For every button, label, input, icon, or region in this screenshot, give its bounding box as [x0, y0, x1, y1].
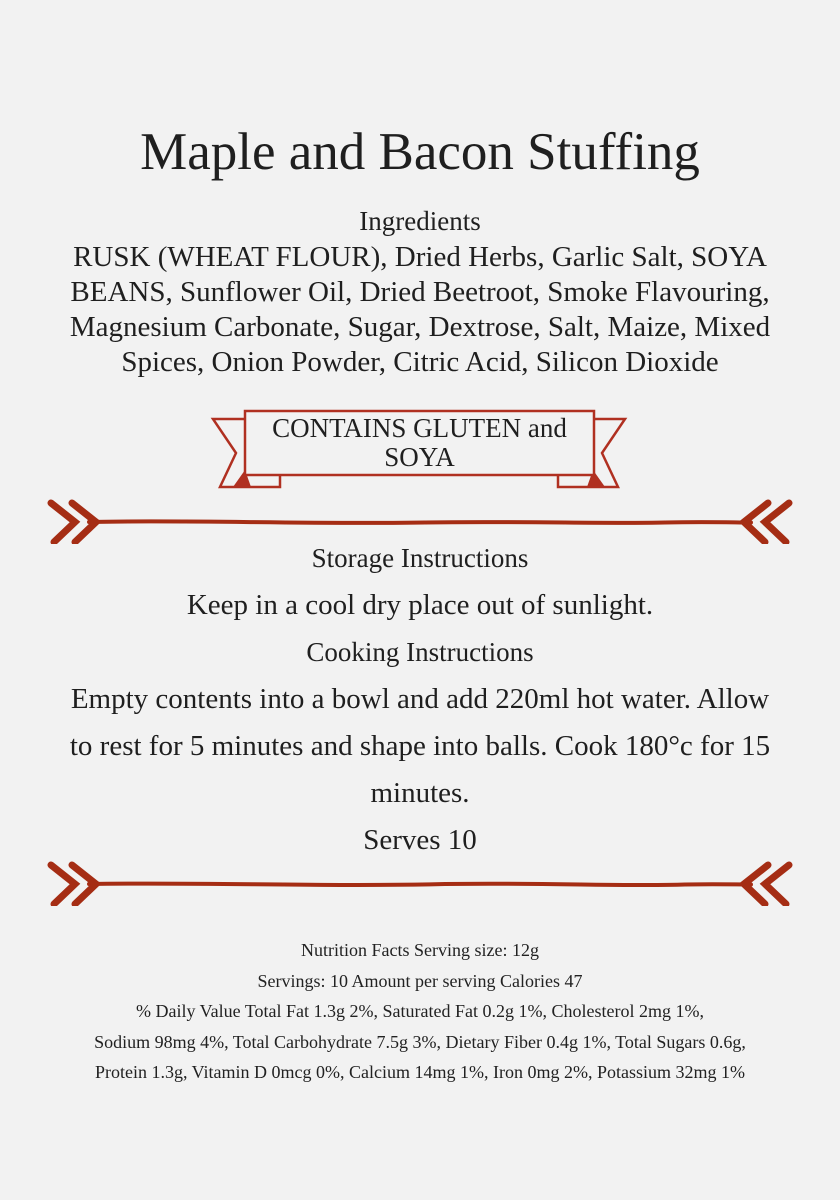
ingredients-line: Spices, Onion Powder, Citric Acid, Silicon Dioxide	[121, 346, 719, 378]
cooking-heading: Cooking Instructions	[306, 637, 534, 667]
divider-arrow-bottom	[45, 860, 795, 906]
nutrition-line: Protein 1.3g, Vitamin D 0mcg 0%, Calcium 14mg 1%, Iron 0mg 2%, Potassium 32mg 1%	[94, 1062, 746, 1082]
allergen-banner-text: CONTAINS GLUTEN and SOYA	[272, 413, 567, 472]
nutrition-line: Sodium 98mg 4%, Total Carbohydrate 7.5g 3%, Dietary Fiber 0.4g 1%, Total Sugars 0.6g,	[94, 1031, 746, 1052]
allergen-banner	[210, 404, 630, 496]
ingredients-line: BEANS, Sunflower Oil, Dried Beetroot, Smoke Flavouring,	[70, 276, 770, 308]
ingredients-heading: Ingredients	[359, 206, 481, 236]
ingredients-line: RUSK (WHEAT FLOUR), Dried Herbs, Garlic Salt, SOYA	[73, 241, 767, 273]
cooking-instructions-line: to rest for 5 minutes and shape into balls. Cook 180°c for 15	[69, 730, 771, 762]
serves-text: Serves 10	[363, 824, 477, 856]
ingredients-text	[0, 240, 840, 380]
nutrition-facts	[0, 935, 840, 1088]
nutrition-line: % Daily Value Total Fat 1.3g 2%, Saturated Fat 0.2g 1%, Cholesterol 2mg 1%,	[136, 1001, 704, 1021]
ingredients-line: Magnesium Carbonate, Sugar, Dextrose, Salt, Maize, Mixed	[69, 311, 771, 343]
page-title: Maple and Bacon Stuffing	[140, 123, 700, 181]
nutrition-line: Nutrition Facts Serving size: 12g	[301, 940, 539, 960]
cooking-instructions-line: Empty contents into a bowl and add 220ml hot water. Allow	[70, 683, 770, 715]
nutrition-line: Servings: 10 Amount per serving Calories 47	[257, 970, 583, 991]
storage-text: Keep in a cool dry place out of sunlight.	[186, 589, 654, 621]
cooking-instructions-line: minutes.	[370, 777, 470, 809]
storage-heading: Storage Instructions	[311, 543, 529, 573]
instructions-block	[0, 535, 840, 864]
